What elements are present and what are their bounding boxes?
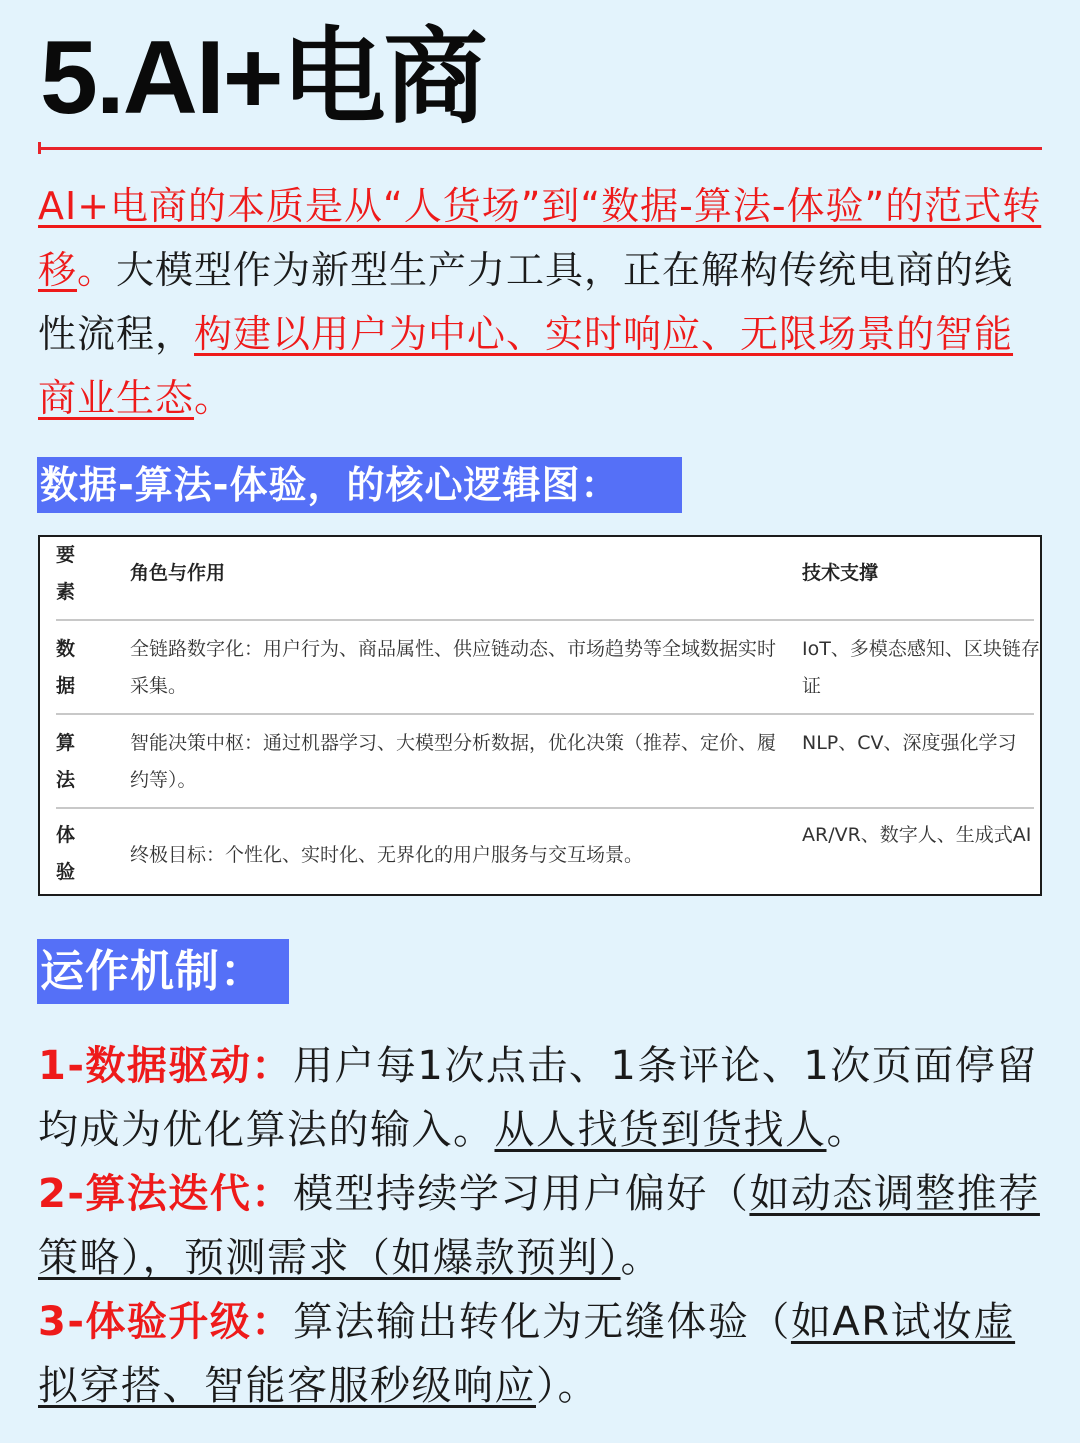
mechanism-underlined: 从人找货到货找人 [494, 1107, 827, 1153]
row-tech: IoT、多模态感知、区块链存证 [802, 638, 1040, 697]
mechanism-tail: 。 [826, 1107, 868, 1153]
intro-period-2: 。 [194, 376, 234, 420]
mechanism-underlined: 如动态调整推荐策略），预测需求（如爆款预判） [38, 1171, 1040, 1281]
logic-table [38, 535, 1042, 896]
mechanism-label: 1-数据驱动： [38, 1043, 293, 1089]
mechanism-text: 用户每1次点击、1条评论、1次页面停留均成为优化算法的输入。 [38, 1043, 1038, 1153]
row-element: 体验 [56, 824, 76, 883]
intro-period-1: 。 [77, 248, 117, 292]
row-element: 算法 [56, 732, 76, 791]
page-title: 5.AI+电商 [40, 20, 486, 136]
intro-paragraph [38, 174, 1048, 430]
mechanism-item [38, 1034, 1048, 1162]
table-row [56, 809, 1034, 895]
intro-highlight-1: AI+电商的本质是从“人货场”到“数据-算法-体验”的范式转移 [38, 184, 1042, 292]
mechanism-item [38, 1162, 1048, 1290]
table-row [56, 715, 1034, 809]
row-element: 数据 [56, 638, 76, 697]
mechanism-tail: 。 [620, 1235, 662, 1281]
mechanism-text: 模型持续学习用户偏好（ [292, 1171, 750, 1217]
row-role: 全链路数字化：用户行为、商品属性、供应链动态、市场趋势等全域数据实时采集。 [130, 638, 777, 697]
mechanism-label: 2-算法迭代： [38, 1171, 293, 1217]
header-tech: 技术支撑 [802, 562, 879, 584]
mechanism-tail: ）。 [536, 1363, 599, 1409]
row-role: 终极目标：个性化、实时化、无界化的用户服务与交互场景。 [130, 844, 644, 866]
table-row [56, 621, 1040, 715]
intro-plain-text: 大模型作为新型生产力工具，正在解构传统电商的线性流程， [38, 248, 1014, 356]
row-tech: NLP、CV、深度强化学习 [802, 732, 1017, 754]
mechanism-item [38, 1290, 1048, 1418]
intro-highlight-2: 构建以用户为中心、实时响应、无限场景的智能商业生态 [38, 312, 1014, 420]
table-header-row [56, 537, 1034, 621]
row-role: 智能决策中枢：通过机器学习、大模型分析数据，优化决策（推荐、定价、履约等）。 [130, 732, 777, 791]
mechanism-label: 3-体验升级： [38, 1299, 293, 1345]
mechanism-list [38, 1034, 1048, 1418]
title-divider [38, 147, 1042, 150]
header-role: 角色与作用 [130, 562, 226, 584]
mechanism-underlined: 如AR试妆虚拟穿搭、智能客服秒级响应 [38, 1299, 1016, 1409]
section-label-mechanism: 运作机制： [37, 939, 289, 1004]
row-tech: AR/VR、数字人、生成式AI [802, 824, 1032, 846]
mechanism-text: 算法输出转化为无缝体验（ [292, 1299, 791, 1345]
header-element: 要素 [56, 544, 76, 603]
section-label-logic: 数据-算法-体验，的核心逻辑图： [37, 457, 682, 513]
